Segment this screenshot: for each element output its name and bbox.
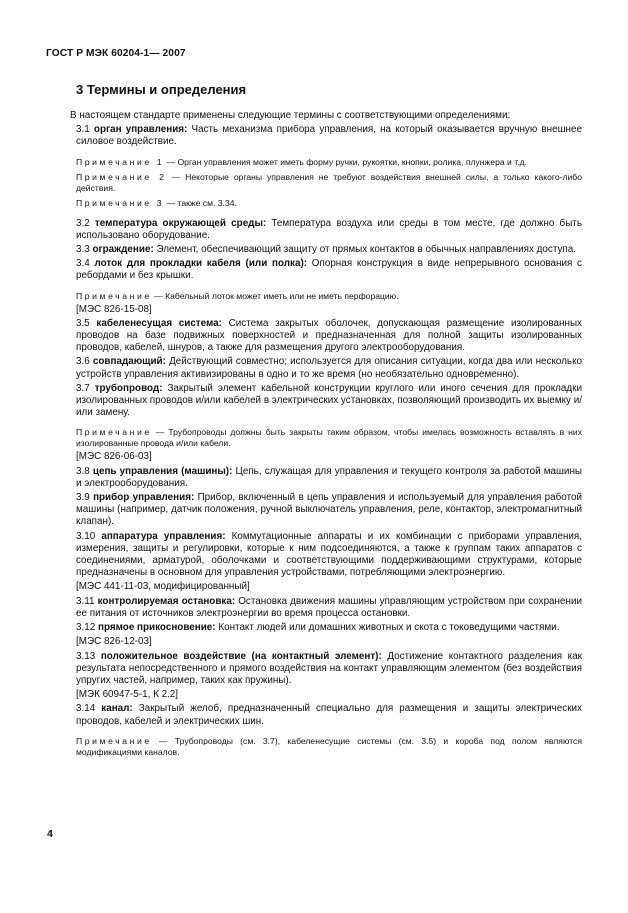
term-definition: Цепь, служащая для управления и текущего контроля за работой машины и электрооборудования. (76, 465, 583, 489)
term-3-4 (76, 258, 582, 282)
page-number: 4 (47, 828, 53, 840)
term-number: 3.9 (76, 492, 90, 504)
term-number: 3.5 (76, 317, 90, 329)
reference-3-12: [МЭС 826-12-03] (76, 636, 152, 648)
note-label: Примечание (76, 290, 152, 301)
term-3-2 (76, 218, 582, 242)
term-definition: Температура воздуха или среды в том месте, где должно быть использовано оборудование. (76, 217, 582, 241)
note-3 (76, 198, 582, 209)
term-name: трубопровод: (94, 382, 163, 394)
reference-3-13: [МЭК 60947-5-1, К 2.2] (76, 689, 179, 701)
term-3-10 (76, 531, 582, 580)
note-text: — Кабельный лоток может иметь или не иметь перфорацию. (154, 290, 399, 301)
term-name: орган управления: (93, 124, 188, 136)
document-body (70, 110, 583, 758)
term-definition: Коммутационные аппараты и их комбинации с приборами управления, измерения, защиты и регулировки, которые к ним подсоединяются, а также к группам таких аппаратов с соединениями, арматурой, оболочками и соответствующими поддерживающими структурами, которые предназначены в основном для управления устройствами, потребляющими электроэнергию. (76, 530, 583, 579)
term-definition: Действующий совместно; используется для описания ситуации, когда два или несколько устройств управления активизированы в одно и то же время (но необязательно одновременно). (76, 356, 582, 380)
note-text: — Трубопроводы должны быть закрыты таким образом, чтобы имелась возможность вставлять в них изолированные провода и/или кабели. (76, 427, 583, 449)
term-3-6 (76, 356, 582, 380)
note-1 (76, 157, 582, 168)
term-name: лоток для прокладки кабеля (или полка): (94, 258, 308, 270)
note-text: — Трубопроводы (см. 3.7), кабеленесущие системы (см. 3.5) и короба под полом являются модификациями каналов. (76, 735, 582, 757)
term-number: 3.11 (76, 595, 95, 607)
term-3-11 (76, 596, 582, 620)
term-number: 3.12 (76, 622, 96, 634)
term-3-14 (76, 703, 582, 727)
term-definition: Опорная конструкция в виде непрерывного основания с ребордами и без крышки. (76, 258, 582, 282)
term-definition: Часть механизма прибора управления, на который оказывается вручную внешнее силовое воздействие. (76, 124, 582, 148)
reference-3-10: [МЭС 441-11-03, модифицированный] (76, 581, 250, 593)
reference-3-5: [МЭС 826-15-08] (76, 303, 152, 315)
note-text: — Некоторые органы управления не требуют воздействия внешней силы, а только какого-либо действия. (76, 171, 582, 193)
term-number: 3.10 (76, 530, 96, 542)
term-name: контролируемая остановка: (97, 595, 236, 607)
note-2 (76, 172, 582, 194)
intro-paragraph: В настоящем стандарте применены следующие термины с соответствующими определениями: (70, 110, 511, 121)
term-definition: Контакт людей или домашних животных и скота с токоведущими частями. (218, 622, 560, 634)
term-name: положительное воздействие (на контактный элемент): (100, 650, 382, 662)
note-text: — Орган управления может иметь форму ручки, рукоятки, кнопки, ролика, плунжера и т.д. (166, 156, 527, 167)
term-definition: Остановка движения машины управляющим устройством при сохранении ее питания от источников электроэнергии во время процесса остановки. (76, 595, 582, 619)
term-number: 3.14 (76, 703, 96, 715)
term-3-1 (76, 124, 582, 148)
term-3-13 (76, 651, 582, 688)
note-label: Примечание (76, 427, 152, 438)
term-number: 3.2 (76, 217, 90, 229)
note-3-4 (76, 291, 582, 302)
term-name: температура окружающей среды: (94, 217, 267, 229)
term-definition: Закрытый элемент кабельной конструкции круглого или иного сечения для прокладки изолированных проводов и/или кабелей в электрических установках, позволяющий производить их выемку и/или замену. (76, 382, 582, 419)
note-label: Примечание 1 (76, 156, 165, 167)
note-label: Примечание 2 (76, 171, 167, 182)
term-number: 3.8 (76, 465, 90, 477)
document-header: ГОСТ Р МЭК 60204-1— 2007 (46, 48, 186, 59)
term-number: 3.6 (76, 356, 90, 368)
note-label: Примечание (76, 735, 152, 746)
note-label: Примечание 3 (76, 197, 165, 208)
term-name: канал: (101, 703, 133, 715)
term-definition: Закрытый желоб, предназначенный специально для размещения и защиты электрических проводов, кабелей и электрических шин. (76, 703, 582, 727)
note-3-14 (76, 736, 582, 758)
note-3-7 (76, 427, 582, 449)
term-name: прибор управления: (93, 492, 195, 504)
term-number: 3.13 (76, 650, 96, 662)
term-number: 3.7 (76, 382, 90, 394)
term-3-5 (76, 318, 582, 355)
term-3-7 (76, 383, 582, 420)
term-number: 3.3 (76, 244, 90, 256)
term-3-3 (76, 244, 582, 256)
term-3-9 (76, 492, 582, 529)
term-definition: Достижение контактного разделения как результата непосредственного и прямого воздействия на контакт управляющим элементом (без воздействия упругих частей, например, таких как пружины). (76, 650, 583, 686)
term-name: ограждение: (92, 244, 154, 256)
note-text: — также см. 3.34. (166, 197, 237, 208)
term-3-8 (76, 466, 582, 490)
term-name: прямое прикосновение: (97, 622, 216, 634)
term-definition: Элемент, обеспечивающий защиту от прямых контактов в обычных направлениях доступа. (156, 244, 576, 256)
reference-3-8: [МЭС 826-06-03] (76, 451, 152, 463)
term-3-12 (76, 622, 582, 634)
term-definition: Система закрытых оболочек, допускающая размещение изолированных проводов на базе подвижных поверхностей и предназначенная для полной защиты изолированных проводов, кабелей, шнуров, а также для размещения другого электрооборудования. (76, 317, 582, 354)
term-name: аппаратура управления: (101, 530, 226, 542)
term-name: совпадающий: (92, 356, 166, 368)
term-number: 3.1 (76, 124, 90, 136)
term-number: 3.4 (76, 258, 90, 270)
term-name: цепь управления (машины): (92, 465, 233, 477)
section-title: 3 Термины и определения (76, 82, 247, 97)
term-definition: Прибор, включенный в цепь управления и используемый для управления работой машины (например, датчик положения, ручной выключатель управления, реле, контактор, электромагнитный клапан). (76, 492, 583, 528)
term-name: кабеленесущая система: (96, 317, 222, 329)
